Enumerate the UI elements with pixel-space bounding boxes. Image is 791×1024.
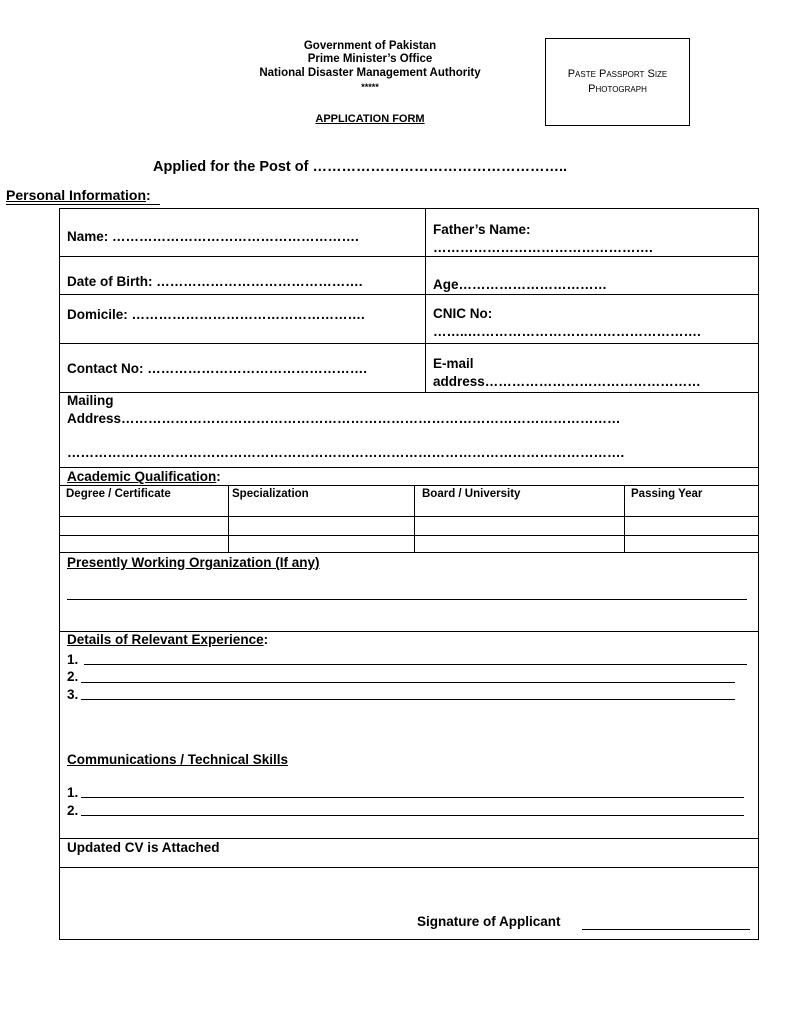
table-border-left bbox=[59, 208, 60, 940]
experience-title bbox=[67, 632, 268, 647]
column-board: Board / University bbox=[422, 488, 521, 500]
cnic-field[interactable]: ……..……………………………………………. bbox=[433, 324, 701, 339]
domicile-field[interactable]: Domicile: ……………………………………………. bbox=[67, 307, 365, 322]
column-specialization: Specialization bbox=[232, 488, 309, 500]
row-divider bbox=[59, 838, 759, 839]
section-personal-information bbox=[6, 187, 151, 203]
working-organization-label: Presently Working Organization (If any) bbox=[67, 555, 320, 570]
academic-title bbox=[67, 469, 221, 484]
photo-box-line2: Photograph bbox=[588, 83, 647, 95]
section-personal-colon: : bbox=[146, 187, 151, 203]
table-border-bottom bbox=[59, 939, 759, 940]
row-divider bbox=[59, 867, 759, 868]
dob-field[interactable]: Date of Birth: ………………………………………. bbox=[67, 274, 363, 289]
mailing-address-field-2[interactable]: ……………………………………………………………………………………………………………. bbox=[67, 445, 625, 460]
experience-item-2-line[interactable] bbox=[81, 682, 735, 683]
row-divider bbox=[59, 485, 759, 486]
section-personal-title: Personal Information bbox=[6, 187, 147, 203]
row-divider bbox=[59, 392, 759, 393]
contact-field[interactable]: Contact No: …………………………………………. bbox=[67, 361, 367, 376]
column-divider bbox=[425, 208, 426, 392]
cv-attached-label: Updated CV is Attached bbox=[67, 840, 220, 855]
mailing-label: Mailing bbox=[67, 393, 114, 408]
column-divider bbox=[228, 485, 229, 552]
academic-title-text: Academic Qualification bbox=[67, 469, 217, 484]
father-name-field[interactable]: …………………………………………. bbox=[433, 240, 653, 255]
photo-box-line1: Paste Passport Size bbox=[567, 68, 668, 80]
academic-title-colon: : bbox=[216, 469, 221, 484]
table-border-right bbox=[758, 208, 759, 940]
skills-item-2-line[interactable] bbox=[81, 815, 744, 816]
skills-item-1-number: 1. bbox=[67, 785, 79, 800]
skills-title: Communications / Technical Skills bbox=[67, 752, 289, 767]
experience-item-2-number: 2. bbox=[67, 669, 79, 684]
row-divider bbox=[59, 256, 759, 257]
table-border-top bbox=[59, 208, 759, 209]
row-divider bbox=[59, 535, 759, 536]
email-field[interactable]: address………………………………………… bbox=[433, 374, 701, 389]
applied-post-field[interactable]: Applied for the Post of …………………………………………….. bbox=[153, 159, 568, 175]
email-label: E-mail bbox=[433, 356, 474, 371]
header-stars: ***** bbox=[361, 82, 379, 92]
experience-item-3-line[interactable] bbox=[81, 699, 735, 700]
column-degree: Degree / Certificate bbox=[66, 488, 171, 500]
skills-item-1-line[interactable] bbox=[81, 797, 744, 798]
personal-underline-rule bbox=[6, 204, 160, 205]
column-passing-year: Passing Year bbox=[631, 488, 703, 500]
row-divider bbox=[59, 294, 759, 295]
name-field[interactable]: Name: ………………………………………………. bbox=[67, 229, 359, 244]
header-office: Prime Minister’s Office bbox=[307, 53, 433, 65]
column-divider bbox=[414, 485, 415, 552]
experience-item-1-number: 1. bbox=[67, 652, 79, 667]
passport-photo-box[interactable] bbox=[545, 38, 690, 126]
column-divider bbox=[624, 485, 625, 552]
row-divider bbox=[59, 343, 759, 344]
experience-item-1-line[interactable] bbox=[84, 664, 747, 665]
experience-item-3-number: 3. bbox=[67, 687, 79, 702]
row-divider bbox=[59, 516, 759, 517]
header-government: Government of Pakistan bbox=[303, 40, 437, 52]
working-organization-line[interactable] bbox=[67, 599, 747, 600]
row-divider bbox=[59, 552, 759, 553]
signature-line[interactable] bbox=[582, 929, 750, 930]
cnic-label: CNIC No: bbox=[433, 306, 493, 321]
row-divider bbox=[59, 467, 759, 468]
signature-label: Signature of Applicant bbox=[417, 914, 561, 929]
experience-title-colon: : bbox=[263, 632, 269, 647]
form-title: APPLICATION FORM bbox=[315, 113, 425, 125]
age-field[interactable]: Age…………………………… bbox=[433, 277, 608, 292]
father-name-label: Father’s Name: bbox=[433, 222, 531, 237]
mailing-address-field[interactable]: Address………………………………………………………………………………………………… bbox=[67, 411, 621, 426]
header-authority: National Disaster Management Authority bbox=[259, 67, 481, 79]
skills-item-2-number: 2. bbox=[67, 803, 79, 818]
experience-title-text: Details of Relevant Experience bbox=[67, 632, 264, 647]
